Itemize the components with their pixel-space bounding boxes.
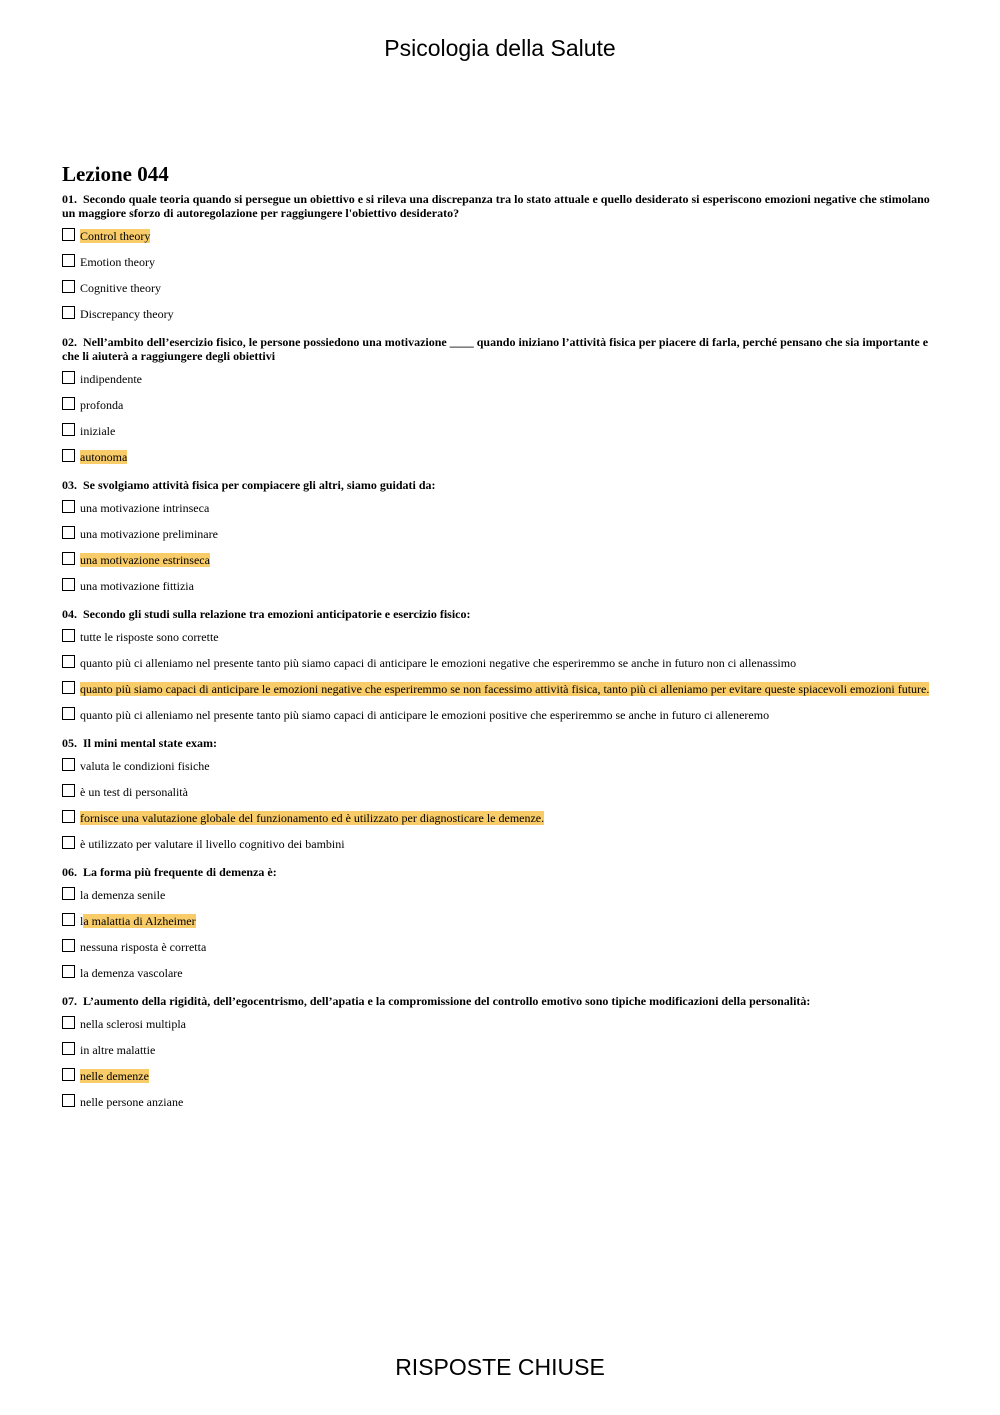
checkbox[interactable] [62,629,75,642]
option-text: indipendente [80,372,142,386]
option-text: una motivazione fittizia [80,579,194,593]
answer-option [62,553,932,567]
answer-option [62,759,932,773]
answer-option [62,888,932,902]
answer-options [62,372,932,464]
checkbox[interactable] [62,423,75,436]
option-text: l [80,914,84,928]
correct-answer-highlight: nelle demenze [80,1069,149,1083]
answer-option [62,1095,932,1109]
option-text: Discrepancy theory [80,307,174,321]
question-text [62,192,932,220]
question-number: 07. [62,994,77,1008]
question-text [62,994,932,1008]
checkbox[interactable] [62,397,75,410]
answer-option [62,372,932,386]
checkbox[interactable] [62,1016,75,1029]
question-block [62,335,932,464]
checkbox[interactable] [62,836,75,849]
option-text: la demenza senile [80,888,166,902]
answer-option [62,579,932,593]
checkbox[interactable] [62,578,75,591]
answer-options [62,1017,932,1109]
checkbox[interactable] [62,306,75,319]
answer-option [62,501,932,515]
option-text: una motivazione intrinseca [80,501,210,515]
option-text: quanto più ci alleniamo nel presente tanto più siamo capaci di anticipare le emozioni positive che esperiremmo se anche in futuro ci alleneremo [80,708,770,722]
option-text: in altre malattie [80,1043,156,1057]
answer-option [62,708,932,722]
option-text: è utilizzato per valutare il livello cognitivo dei bambini [80,837,345,851]
answer-options [62,229,932,321]
lesson-title: Lezione 044 [62,162,169,186]
question-text [62,736,932,750]
checkbox[interactable] [62,1068,75,1081]
answer-option [62,837,932,851]
option-text: iniziale [80,424,116,438]
question-list [62,192,932,1109]
answer-option [62,966,932,980]
answer-options [62,501,932,593]
quiz-content [62,160,932,1123]
checkbox[interactable] [62,371,75,384]
question-label: Se svolgiamo attività fisica per compiacere gli altri, siamo guidati da: [83,478,436,492]
answer-option [62,811,932,825]
answer-option [62,398,932,412]
correct-answer-highlight: a malattia di Alzheimer [83,914,196,928]
option-text: Cognitive theory [80,281,161,295]
question-text [62,607,932,621]
checkbox[interactable] [62,254,75,267]
question-block [62,865,932,980]
answer-option [62,229,932,243]
answer-options [62,759,932,851]
checkbox[interactable] [62,449,75,462]
answer-option [62,1069,932,1083]
answer-option [62,682,932,696]
correct-answer-highlight: fornisce una valutazione globale del funzionamento ed è utilizzato per diagnosticare le demenze. [80,811,545,825]
answer-option [62,281,932,295]
answer-option [62,255,932,269]
question-number: 04. [62,607,77,621]
option-text: quanto più ci alleniamo nel presente tanto più siamo capaci di anticipare le emozioni negative che esperiremmo se anche in futuro non ci allenassimo [80,656,797,670]
page-footer: RISPOSTE CHIUSE [395,1354,605,1380]
checkbox[interactable] [62,500,75,513]
checkbox[interactable] [62,1094,75,1107]
checkbox[interactable] [62,681,75,694]
checkbox[interactable] [62,758,75,771]
answer-option [62,914,932,928]
answer-option [62,785,932,799]
question-label: La forma più frequente di demenza è: [83,865,277,879]
correct-answer-highlight: Control theory [80,229,151,243]
correct-answer-highlight: autonoma [80,450,128,464]
checkbox[interactable] [62,552,75,565]
question-number: 03. [62,478,77,492]
question-number: 06. [62,865,77,879]
checkbox[interactable] [62,228,75,241]
checkbox[interactable] [62,526,75,539]
option-text: la demenza vascolare [80,966,183,980]
option-text: nessuna risposta è corretta [80,940,207,954]
question-text [62,478,932,492]
question-block [62,736,932,851]
question-label: Il mini mental state exam: [83,736,217,750]
answer-option [62,1043,932,1057]
checkbox[interactable] [62,913,75,926]
option-text: Emotion theory [80,255,155,269]
correct-answer-highlight: una motivazione estrinseca [80,553,210,567]
question-text [62,335,932,363]
question-block [62,994,932,1109]
answer-options [62,888,932,980]
option-text: profonda [80,398,124,412]
question-label: Secondo gli studi sulla relazione tra emozioni anticipatorie e esercizio fisico: [83,607,471,621]
answer-option [62,424,932,438]
checkbox[interactable] [62,939,75,952]
question-block [62,192,932,321]
answer-option [62,630,932,644]
option-text: è un test di personalità [80,785,188,799]
answer-option [62,940,932,954]
checkbox[interactable] [62,784,75,797]
checkbox[interactable] [62,965,75,978]
question-number: 02. [62,335,77,349]
option-text: una motivazione preliminare [80,527,218,541]
checkbox[interactable] [62,1042,75,1055]
page-header: Psicologia della Salute [384,35,616,61]
checkbox[interactable] [62,655,75,668]
answer-option [62,527,932,541]
option-text: valuta le condizioni fisiche [80,759,210,773]
question-number: 01. [62,192,77,206]
answer-option [62,307,932,321]
checkbox[interactable] [62,887,75,900]
question-label: Secondo quale teoria quando si persegue un obiettivo e si rileva una discrepanza tra lo stato attuale e quello desiderato si esperiscono emozioni negative che stimolano un maggiore sforzo di autoregolazione per raggiungere l'obiettivo desiderato? [62,192,930,220]
checkbox[interactable] [62,810,75,823]
question-label: L’aumento della rigidità, dell’egocentrismo, dell’apatia e la compromissione del controllo emotivo sono tipiche modificazioni della personalità: [83,994,811,1008]
question-block [62,478,932,593]
answer-option [62,450,932,464]
checkbox[interactable] [62,707,75,720]
answer-option [62,656,932,670]
question-label: Nell’ambito dell’esercizio fisico, le persone possiedono una motivazione ____ quando iniziano l’attività fisica per piacere di farla, perché pensano che sia importante e che li aiuterà a raggiungere degli obiettivi [62,335,929,363]
correct-answer-highlight: quanto più siamo capaci di anticipare le emozioni negative che esperiremmo se non facessimo attività fisica, tanto più ci alleniamo per evitare queste spiacevoli emozioni future. [80,682,930,696]
answer-options [62,630,932,722]
question-block [62,607,932,722]
question-number: 05. [62,736,77,750]
option-text: nella sclerosi multipla [80,1017,186,1031]
checkbox[interactable] [62,280,75,293]
option-text: tutte le risposte sono corrette [80,630,219,644]
answer-option [62,1017,932,1031]
question-text [62,865,932,879]
option-text: nelle persone anziane [80,1095,184,1109]
